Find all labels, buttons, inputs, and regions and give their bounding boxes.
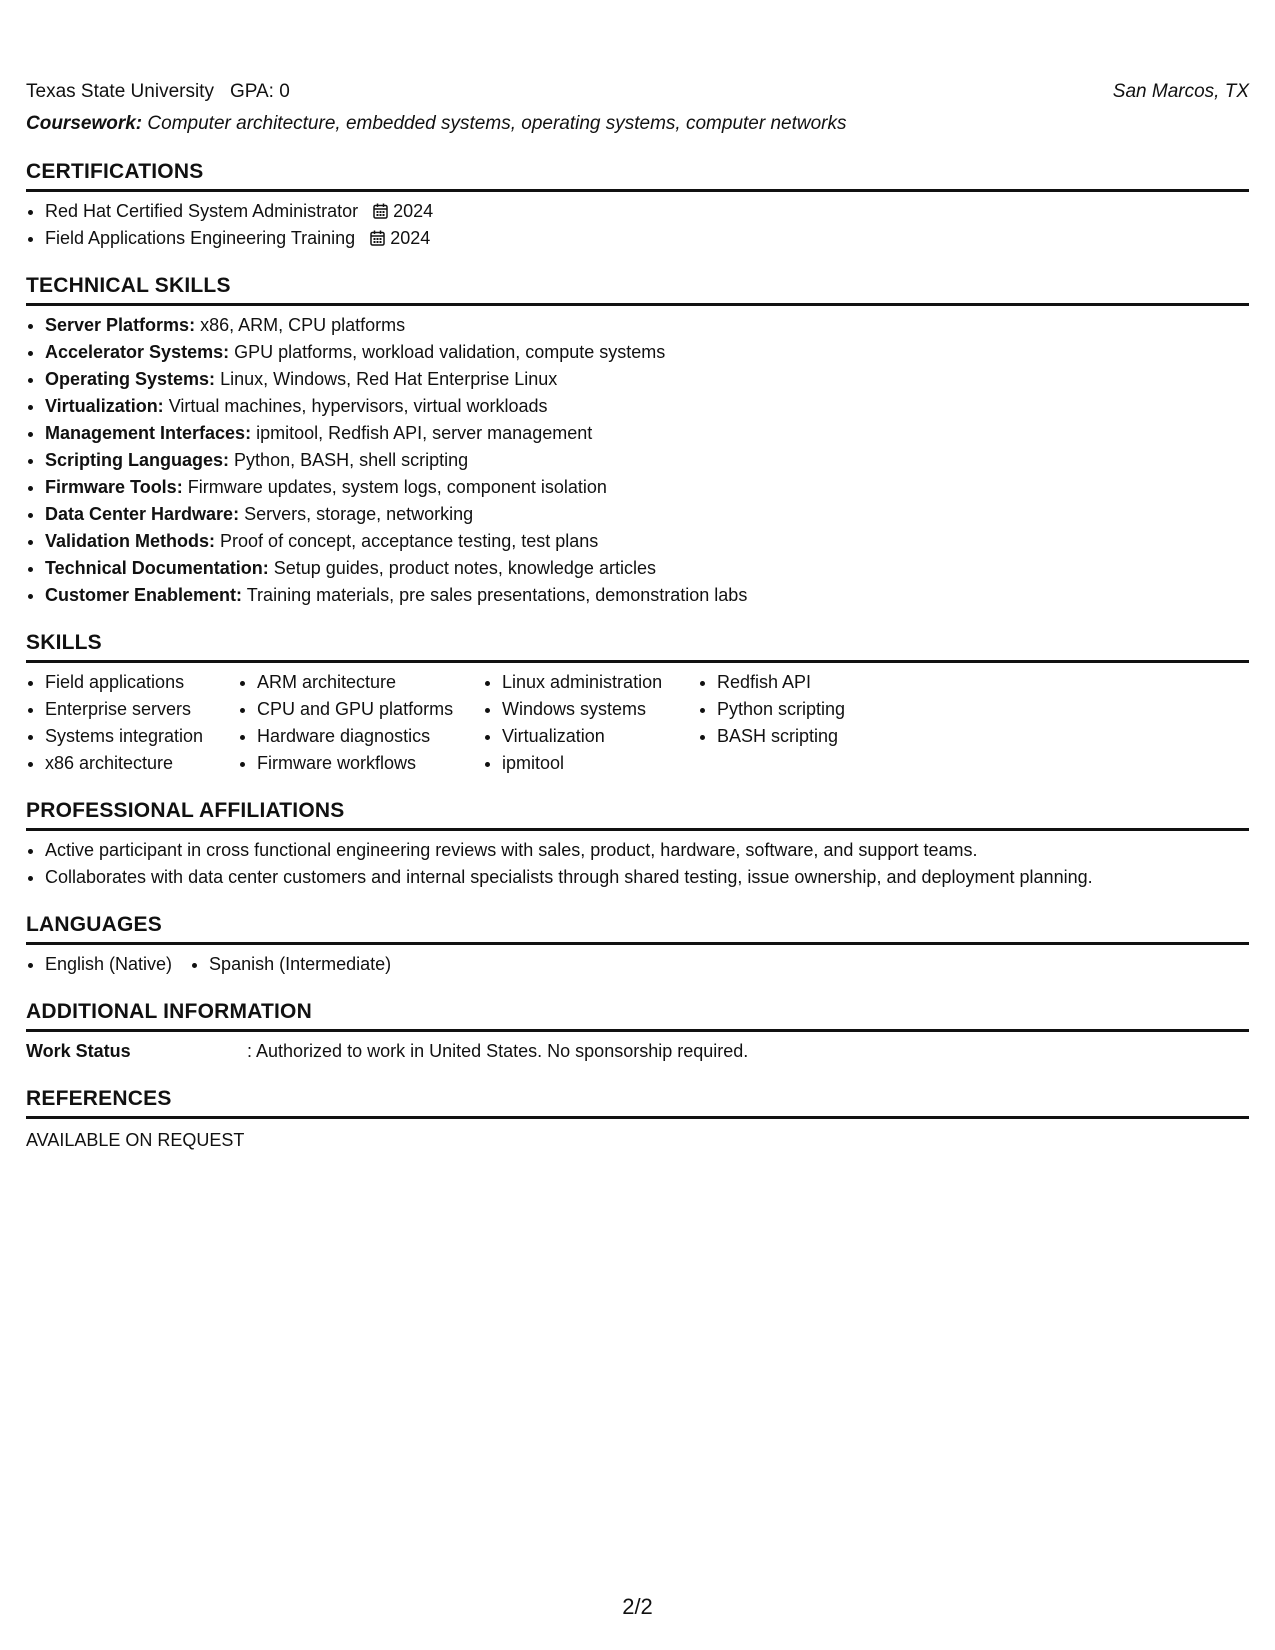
technical-skill-item [45,528,1249,555]
technical-skill-value: Firmware updates, system logs, component isolation [187,477,607,497]
skills-column-3 [483,669,698,777]
affiliation-item: • Collaborates with data center customers and internal specialists through shared testing, issue ownership, and deployment planning. [45,864,1249,891]
technical-skill-item [45,312,1249,339]
language-list-1 [26,951,172,978]
technical-skill-value: Virtual machines, hypervisors, virtual workloads [168,396,548,416]
skills-grid [26,669,1249,777]
skill-item: • BASH scripting [717,723,917,750]
gpa: GPA: 0 [229,81,290,102]
certifications-list [26,198,1249,252]
technical-skill-label: Customer Enablement: [45,585,243,605]
section-title-additional-information: ADDITIONAL INFORMATION [26,998,1249,1032]
technical-skill-item [45,474,1249,501]
affiliation-item: • Active participant in cross functional engineering reviews with sales, product, hardware, software, and support teams. [45,837,1249,864]
calendar-icon [373,203,388,219]
technical-skill-value: Training materials, pre sales presentations, demonstration labs [246,585,748,605]
skill-item: • Systems integration [45,723,238,750]
technical-skill-label: Data Center Hardware: [45,504,240,524]
skill-item: • Python scripting [717,696,917,723]
skill-item: • Redfish API [717,669,917,696]
skill-item: • Firmware workflows [257,750,483,777]
skill-item: • Hardware diagnostics [257,723,483,750]
calendar-icon [370,230,385,246]
certification-year: 2024 [390,228,431,248]
skill-item: • x86 architecture [45,750,238,777]
skills-column-2 [238,669,483,777]
technical-skill-label: Virtualization: [45,396,164,416]
work-status-label: Work Status [26,1041,131,1061]
skill-item: • Field applications [45,669,238,696]
skill-item: • ipmitool [502,750,698,777]
technical-skill-value: ipmitool, Redfish API, server management [256,423,593,443]
technical-skill-item [45,582,1249,609]
skill-item: • Linux administration [502,669,698,696]
languages-row [26,951,1249,978]
skill-item: • Enterprise servers [45,696,238,723]
section-title-references: REFERENCES [26,1085,1249,1119]
technical-skill-value: Linux, Windows, Red Hat Enterprise Linux [220,369,558,389]
technical-skills-list [26,312,1249,609]
section-title-certifications: CERTIFICATIONS [26,158,1249,192]
work-status-value: : Authorized to work in United States. No sponsorship required. [247,1041,749,1061]
technical-skill-item [45,339,1249,366]
resume-page [26,78,1249,1154]
affiliations-list [26,837,1249,891]
technical-skill-value: x86, ARM, CPU platforms [200,315,406,335]
technical-skill-value: Proof of concept, acceptance testing, test plans [220,531,599,551]
school-name: Texas State University [26,81,214,102]
section-title-skills: SKILLS [26,629,1249,663]
section-title-technical-skills: TECHNICAL SKILLS [26,272,1249,306]
technical-skill-label: Management Interfaces: [45,423,252,443]
technical-skill-value: Python, BASH, shell scripting [234,450,469,470]
section-title-languages: LANGUAGES [26,911,1249,945]
language-item: • English (Native) [45,951,172,978]
coursework [26,110,1249,138]
technical-skill-label: Operating Systems: [45,369,216,389]
skill-item: • Windows systems [502,696,698,723]
language-item: • Spanish (Intermediate) [209,951,391,978]
certification-name: Red Hat Certified System Administrator [45,201,359,221]
technical-skill-label: Accelerator Systems: [45,342,230,362]
skill-item: • ARM architecture [257,669,483,696]
certification-year: 2024 [393,201,434,221]
technical-skill-item [45,555,1249,582]
skill-item: • CPU and GPU platforms [257,696,483,723]
certification-item [45,198,1249,225]
education-location: San Marcos, TX [1112,81,1249,102]
technical-skill-label: Validation Methods: [45,531,216,551]
skills-column-1 [26,669,238,777]
coursework-label: Coursework: [26,113,143,134]
technical-skill-value: Setup guides, product notes, knowledge articles [273,558,656,578]
technical-skill-label: Firmware Tools: [45,477,183,497]
technical-skill-item [45,393,1249,420]
skills-column-4 [698,669,917,777]
coursework-text: Computer architecture, embedded systems, operating systems, computer networks [147,113,847,134]
language-list-2 [190,951,391,978]
certification-item [45,225,1249,252]
technical-skill-label: Scripting Languages: [45,450,230,470]
technical-skill-item [45,420,1249,447]
technical-skill-label: Technical Documentation: [45,558,269,578]
work-status-row [26,1038,1249,1065]
technical-skill-item [45,366,1249,393]
education-row [26,78,1249,106]
technical-skill-label: Server Platforms: [45,315,196,335]
technical-skill-value: Servers, storage, networking [244,504,474,524]
technical-skill-value: GPU platforms, workload validation, compute systems [234,342,666,362]
page-number: 2/2 [622,1594,653,1619]
references-text: AVAILABLE ON REQUEST [26,1130,245,1150]
skill-item: • Virtualization [502,723,698,750]
technical-skill-item [45,447,1249,474]
certification-name: Field Applications Engineering Training [45,228,356,248]
section-title-affiliations: PROFESSIONAL AFFILIATIONS [26,797,1249,831]
technical-skill-item [45,501,1249,528]
education-left [26,78,290,106]
